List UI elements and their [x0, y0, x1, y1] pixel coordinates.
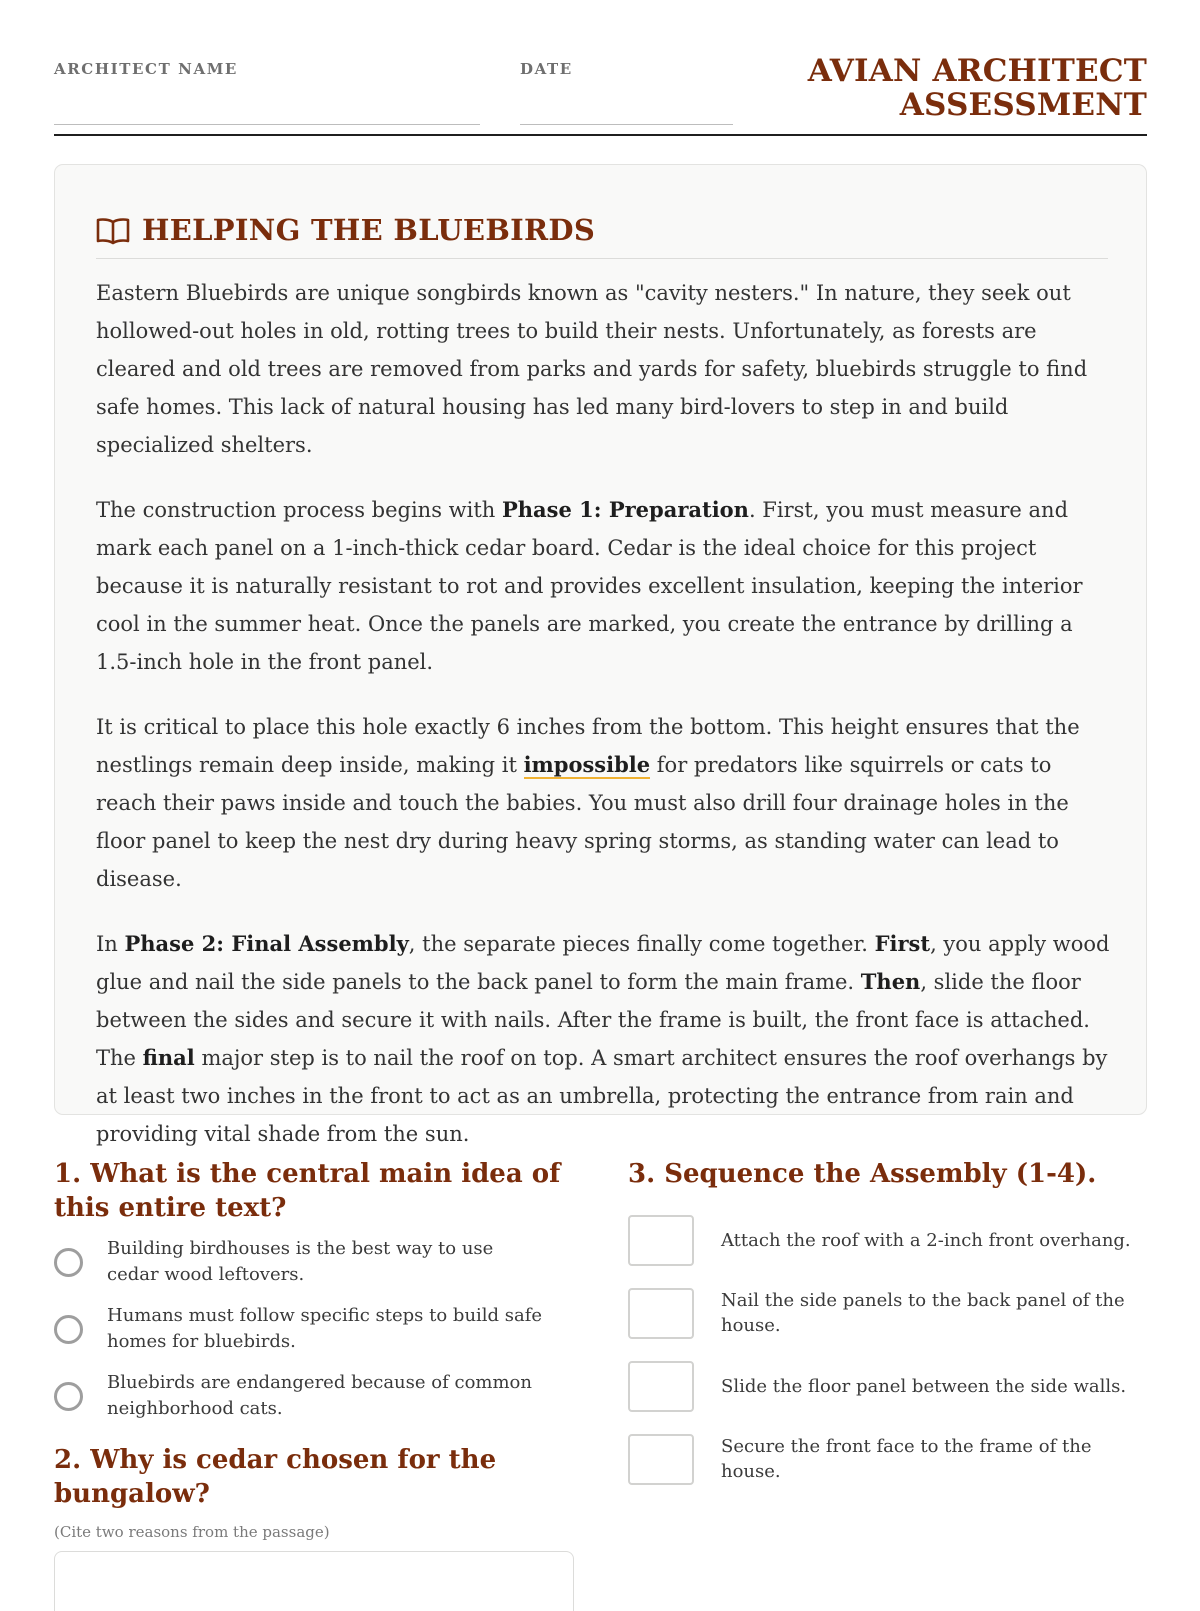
text-run: , the separate pieces finally come together.	[408, 932, 875, 956]
phase-2-label: Phase 2: Final Assembly	[124, 931, 409, 956]
sequence-list	[628, 1213, 1148, 1486]
passage-title: HELPING THE BLUEBIRDS	[142, 213, 596, 247]
text-run: . First, you must measure and mark each panel on a 1-inch-thick cedar board. Cedar is the ideal choice for this project because it is naturally resistant to rot and provides excellent insulation, keeping the interior cool in the summer heat. Once the panels are marked, you create the entrance by drilling a 1.5-inch hole in the front panel.	[96, 498, 1083, 674]
question-2	[54, 1443, 574, 1611]
question-1-option-b[interactable]	[54, 1302, 574, 1356]
text-run: major step is to nail the roof on top. A smart architect ensures the roof overhangs by at least two inches in the front to act as an umbrella, protecting the entrance from rain and providing vital shade from the sun.	[96, 1046, 1108, 1146]
sequence-step-text: Attach the roof with a 2-inch front overhang.	[721, 1229, 1131, 1251]
radio-button[interactable]	[54, 1315, 83, 1344]
worksheet-title-line2: ASSESSMENT	[899, 87, 1147, 123]
passage-paragraph-2	[96, 491, 1110, 681]
question-2-heading: 2. Why is cedar chosen for the bungalow?	[54, 1445, 497, 1509]
question-1-option-a[interactable]	[54, 1235, 574, 1289]
question-2-hint: (Cite two reasons from the passage)	[54, 1523, 330, 1541]
highlighted-word: impossible	[523, 752, 651, 777]
book-open-icon	[96, 217, 130, 245]
worksheet-title-line1: AVIAN ARCHITECT	[807, 53, 1147, 89]
architect-name-field[interactable]	[54, 60, 238, 78]
sequence-item	[628, 1359, 1148, 1413]
passage-paragraph-1: Eastern Bluebirds are unique songbirds known as "cavity nesters." In nature, they seek out hollowed-out holes in old, rotting trees to build their nests. Unfortunately, as forests are cleared and old trees are removed from parks and yards for safety, bluebirds struggle to find safe homes. This lack of natural housing has led many bird-lovers to step in and build specialized shelters.	[96, 281, 1088, 457]
date-field[interactable]	[520, 60, 573, 78]
radio-button[interactable]	[54, 1248, 83, 1277]
text-run: In	[96, 932, 125, 956]
passage-header	[96, 207, 1108, 259]
sequence-word-first: First	[874, 931, 931, 956]
option-label: Humans must follow specific steps to build safe homes for bluebirds.	[107, 1305, 543, 1352]
reading-passage-card	[54, 164, 1147, 1146]
question-2-answer-box[interactable]	[54, 1551, 574, 1611]
text-run: , slide the floor between the sides and secure it with nails. After the frame is built, the front face is attached. The	[96, 970, 1090, 1070]
architect-name-line[interactable]	[54, 124, 480, 125]
sequence-number-box[interactable]	[628, 1215, 694, 1266]
questions-left-column	[54, 1157, 574, 1611]
text-run: , you apply wood glue and nail the side panels to the back panel to form the main frame.	[96, 932, 1110, 994]
sequence-number-box[interactable]	[628, 1434, 694, 1485]
sequence-item	[628, 1286, 1148, 1340]
question-3-heading: 3. Sequence the Assembly (1-4).	[628, 1159, 1097, 1189]
passage-paragraph-3	[96, 708, 1110, 898]
sequence-number-box[interactable]	[628, 1361, 694, 1412]
sequence-item	[628, 1432, 1148, 1486]
date-line[interactable]	[520, 124, 733, 125]
sequence-step-text: Nail the side panels to the back panel of the house.	[721, 1290, 1125, 1336]
sequence-step-text: Slide the floor panel between the side walls.	[721, 1375, 1127, 1397]
question-1-options	[54, 1235, 574, 1423]
sequence-item	[628, 1213, 1148, 1267]
option-label: Building birdhouses is the best way to use cedar wood leftovers.	[107, 1238, 494, 1285]
phase-1-label: Phase 1: Preparation	[501, 497, 749, 522]
question-1-option-c[interactable]	[54, 1369, 574, 1423]
passage-paragraph-4	[96, 925, 1110, 1153]
option-label: Bluebirds are endangered because of common neighborhood cats.	[107, 1372, 532, 1419]
sequence-word-final: final	[142, 1045, 195, 1070]
sequence-number-box[interactable]	[628, 1288, 694, 1339]
worksheet-title	[807, 54, 1147, 122]
questions-right-column	[628, 1157, 1148, 1505]
question-1-heading: 1. What is the central main idea of this entire text?	[54, 1159, 561, 1223]
worksheet-header	[54, 54, 1147, 136]
date-label: DATE	[520, 60, 573, 78]
radio-button[interactable]	[54, 1382, 83, 1411]
sequence-word-then: Then	[860, 969, 921, 994]
passage-body	[96, 274, 1110, 1180]
architect-name-label: ARCHITECT NAME	[54, 60, 238, 78]
text-run: It is critical to place this hole exactly 6 inches from the bottom. This height ensures that the nestlings remain deep inside, making it	[96, 715, 1080, 777]
sequence-step-text: Secure the front face to the frame of the house.	[721, 1436, 1092, 1482]
text-run: for predators like squirrels or cats to reach their paws inside and touch the babies. You must also drill four drainage holes in the floor panel to keep the nest dry during heavy spring storms, as standing water can lead to disease.	[96, 753, 1069, 891]
text-run: The construction process begins with	[96, 498, 502, 522]
